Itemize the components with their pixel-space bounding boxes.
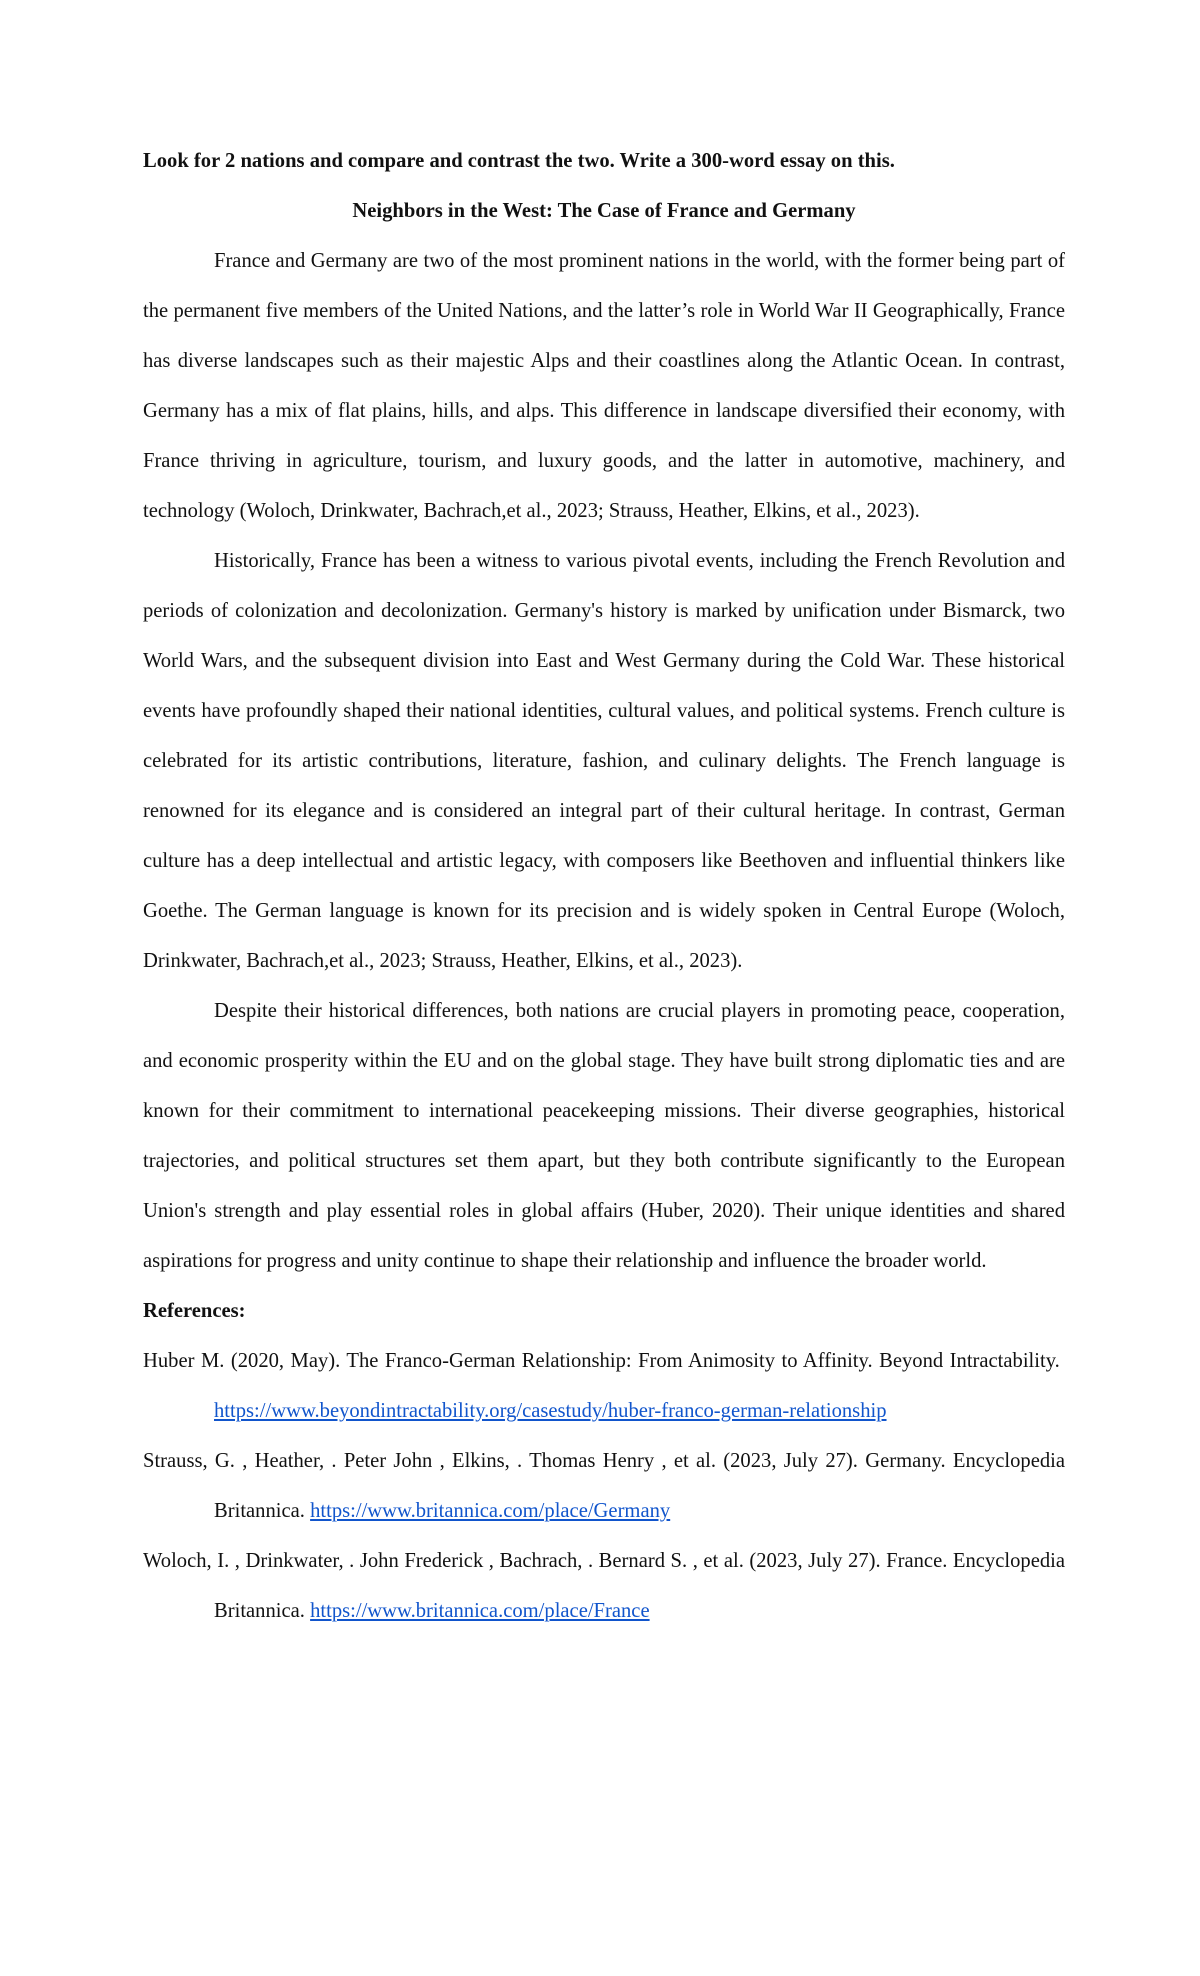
reference-item bbox=[143, 1336, 1065, 1436]
document-body bbox=[143, 136, 1065, 1636]
essay-title: Neighbors in the West: The Case of France and Germany bbox=[352, 200, 856, 222]
essay-paragraph-1: France and Germany are two of the most prominent nations in the world, with the former being part of the permanent five members of the United Nations, and the latter’s role in World War II Geographically, France has diverse landscapes such as their majestic Alps and their coastlines along the Atlantic Ocean. In contrast, Germany has a mix of flat plains, hills, and alps. This difference in landscape diversified their economy, with France thriving in agriculture, tourism, and luxury goods, and the latter in automotive, machinery, and technology (Woloch, Drinkwater, Bachrach,et al., 2023; Strauss, Heather, Elkins, et al., 2023). bbox=[143, 250, 1065, 522]
essay-paragraph-3: Despite their historical differences, both nations are crucial players in promoting peace, cooperation, and economic prosperity within the EU and on the global stage. They have built strong diplomatic ties and are known for their commitment to international peacekeeping missions. Their diverse geographies, historical trajectories, and political structures set them apart, but they both contribute significantly to the European Union's strength and play essential roles in global affairs (Huber, 2020). Their unique identities and shared aspirations for progress and unity continue to shape their relationship and influence the broader world. bbox=[143, 1000, 1065, 1272]
references-heading: References: bbox=[143, 1300, 246, 1322]
reference-link[interactable]: https://www.britannica.com/place/Germany bbox=[310, 1500, 671, 1522]
reference-item bbox=[143, 1536, 1065, 1636]
reference-item bbox=[143, 1436, 1065, 1536]
reference-text: Strauss, G. , Heather, . Peter John , Elkins, . Thomas Henry , et al. (2023, July 27). Germany. Encyclopedia Britannica. bbox=[143, 1450, 1065, 1522]
reference-text: Woloch, I. , Drinkwater, . John Frederick , Bachrach, . Bernard S. , et al. (2023, July 27). France. Encyclopedia Britannica. bbox=[143, 1550, 1065, 1622]
reference-link[interactable]: https://www.britannica.com/place/France bbox=[310, 1600, 650, 1622]
essay-paragraph-2: Historically, France has been a witness to various pivotal events, including the French Revolution and periods of colonization and decolonization. Germany's history is marked by unification under Bismarck, two World Wars, and the subsequent division into East and West Germany during the Cold War. These historical events have profoundly shaped their national identities, cultural values, and political systems. French culture is celebrated for its artistic contributions, literature, fashion, and culinary delights. The French language is renowned for its elegance and is considered an integral part of their cultural heritage. In contrast, German culture has a deep intellectual and artistic legacy, with composers like Beethoven and influential thinkers like Goethe. The German language is known for its precision and is widely spoken in Central Europe (Woloch, Drinkwater, Bachrach,et al., 2023; Strauss, Heather, Elkins, et al., 2023). bbox=[143, 550, 1065, 972]
assignment-prompt: Look for 2 nations and compare and contrast the two. Write a 300-word essay on this. bbox=[143, 150, 895, 172]
reference-text: Huber M. (2020, May). The Franco-German Relationship: From Animosity to Affinity. Beyond Intractability. bbox=[143, 1350, 1060, 1372]
reference-link[interactable]: https://www.beyondintractability.org/casestudy/huber-franco-german-relationship bbox=[214, 1400, 887, 1422]
